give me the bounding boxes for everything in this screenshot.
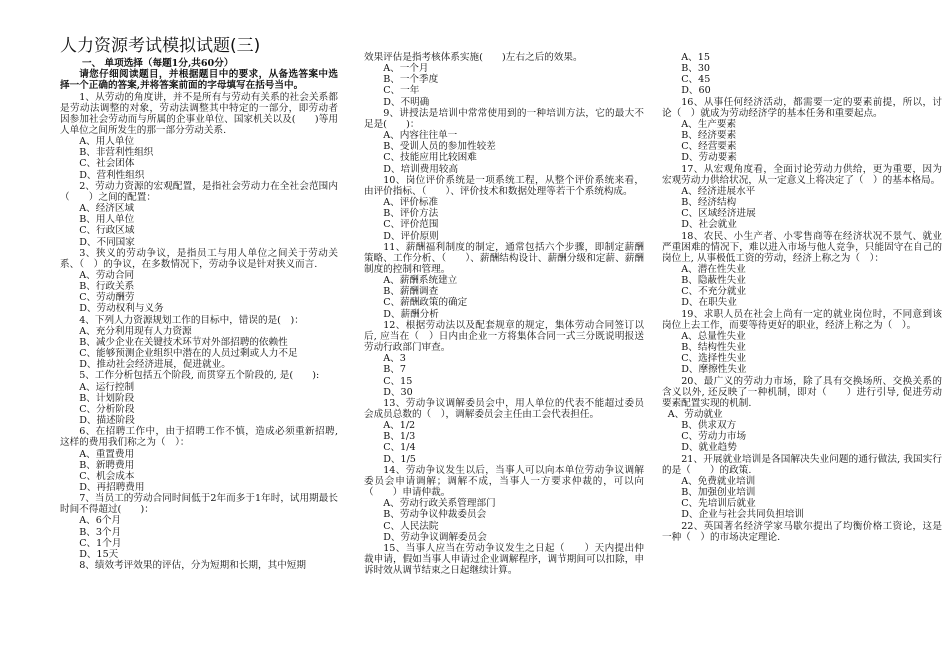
answer-option: C、分析阶段 (79, 403, 135, 415)
question-text: 10、岗位评价系统是一项系统工程，从整个评价系统来看，由评价指标、（ ）、评价技术和数据处理等若干个系统构成。 (364, 174, 644, 197)
answer-option: C、先培训后就业 (681, 498, 756, 510)
column-left-body (60, 92, 338, 572)
answer-option: B、非营利性组织 (79, 147, 154, 159)
answer-option: C、45 (681, 74, 711, 86)
question-text-continued: 效果评估是指考核体系实施( )左右之后的效果。 (364, 52, 583, 63)
question-text: 9、讲授法是培训中常常使用到的一种培训方法，它的最大不足是( )： (364, 107, 644, 130)
answer-option: B、减少企业在关键技术环节对外部招聘的依赖性 (79, 336, 288, 348)
answer-option: C、机会成本 (79, 470, 135, 482)
answer-option: C、薪酬政策的确定 (383, 297, 468, 309)
answer-option: A、内容往往单一 (383, 130, 458, 142)
answer-option: D、60 (681, 85, 711, 97)
answer-option: C、社会团体 (79, 158, 135, 170)
answer-option: B、7 (383, 364, 406, 376)
answer-option: B、一个季度 (383, 74, 439, 86)
answer-option: A、运行控制 (79, 381, 135, 393)
answer-option: A、1/2 (383, 420, 416, 432)
column-middle-body (364, 52, 644, 576)
column-middle (364, 52, 644, 576)
answer-option: B、供求双方 (681, 420, 737, 432)
answer-option: C、能够预测企业组织中潜在的人员过剩或人力不足 (79, 348, 298, 360)
answer-option: C、一年 (383, 85, 420, 97)
answer-option: A、充分利用现有人力资源 (79, 325, 192, 337)
answer-option: C、1个月 (79, 537, 122, 549)
answer-option: A、经济进展水平 (681, 185, 756, 197)
answer-option: D、不明确 (383, 96, 430, 108)
question-text: 2、劳动力资源的宏观配置，是指社会劳动力在全社会范围内（ ）之间的配置： (60, 180, 338, 203)
instructions: 请您仔细阅读题目，并根据题目中的要求，从备选答案中选择一个正确的答案,并将答案前面的字母填写在括号当中。 (60, 69, 338, 92)
answer-option: C、选择性失业 (681, 353, 747, 365)
answer-option: A、薪酬系统建立 (383, 275, 458, 287)
answer-option: B、受训人员的参加性较差 (383, 141, 496, 153)
question-text: 4、下列人力资源规划工作的目标中，错误的是( )： (79, 314, 304, 326)
answer-option: A、劳动合同 (79, 270, 135, 282)
answer-option: A、劳动就业 (667, 409, 723, 420)
answer-option: B、1/3 (383, 431, 416, 443)
answer-option: D、培训费用较高 (383, 163, 459, 175)
answer-option: C、评价范围 (383, 219, 439, 231)
answer-option: A、重置费用 (79, 448, 135, 460)
question-text: 1、从劳动的角度讲，并不是所有与劳动有关系的社会关系都是劳动法调整的对象，劳动法调整其中特定的一部分，即劳动者因参加社会劳动而与所属的企事业单位、国家机关以及( )等用人单位之间所发生的那一部分劳动关系. (60, 91, 338, 136)
answer-option: D、再招聘费用 (79, 481, 145, 493)
section-header-block (60, 58, 338, 92)
answer-option: A、潜在性失业 (681, 263, 746, 275)
answer-option: A、生产要素 (681, 118, 737, 130)
answer-option: A、经济区域 (79, 203, 135, 215)
answer-option: A、一个月 (383, 63, 429, 75)
answer-option: C、行政区域 (79, 225, 135, 237)
answer-option: D、1/5 (383, 453, 416, 465)
answer-option: C、1/4 (383, 442, 416, 454)
answer-option: B、3个月 (79, 526, 122, 538)
question-text: 7、当员工的劳动合同时间低于2年而多于1年时，试用期最长时间不得超过( )： (60, 493, 338, 516)
answer-option: D、15天 (79, 548, 119, 560)
column-right (662, 52, 942, 543)
answer-option: C、劳动力市场 (681, 431, 747, 443)
answer-option: A、3 (383, 353, 406, 365)
answer-option: B、评价方法 (383, 208, 439, 220)
answer-option: C、不充分就业 (681, 286, 747, 298)
question-text: 14、劳动争议发生以后，当事人可以向本单位劳动争议调解委员会申请调解；调解不成，当事人一方要求仲裁的，可以向（ ）申请仲裁。 (364, 464, 644, 499)
answer-option: A、6个月 (79, 515, 122, 527)
question-text: 11、薪酬福利制度的制定，通常包括六个步骤，即制定薪酬策略、工作分析、（ ）、薪酬结构设计、薪酬分级和定薪、薪酬制度的控制和管理。 (364, 241, 644, 275)
answer-option: A、免费就业培训 (681, 475, 756, 487)
answer-option: D、摩擦性失业 (681, 364, 747, 376)
question-text: 20、最广义的劳动力市场，除了具有交换场所、交换关系的含义以外, 还反映了一种机制，即对（ ）进行引导, 促进劳动要素配置实现的机制. (662, 375, 942, 409)
answer-option: D、劳动权利与义务 (79, 303, 164, 315)
answer-option: A、总量性失业 (681, 330, 746, 342)
answer-option: D、企业与社会共同负担培训 (681, 509, 805, 521)
question-text: 17、从宏观角度看，全面讨论劳动力供给，更为重要，因为宏观劳动力供给状况，从一定意义上将决定了（ ）的基本格局。 (662, 163, 942, 186)
question-text: 12、根据劳动法以及配套规章的规定，集体劳动合同签订以后, 应当在（ ）日内由企业一方将集体合同一式三分既说明报送劳动行政部门审查。 (364, 319, 644, 354)
page-title: 人力资源考试模拟试题(三) (60, 36, 261, 56)
question-text: 21、开展就业培训是各国解决失业问题的通行做法, 我国实行的是（ ）的政策. (662, 453, 942, 476)
answer-option: C、技能应用比较困难 (383, 152, 477, 164)
answer-option: C、区域经济进展 (681, 208, 756, 220)
answer-option: D、评价原则 (383, 230, 439, 242)
answer-option: B、经济要素 (681, 130, 737, 142)
answer-option: A、评价标准 (383, 197, 439, 209)
question-text: 3、狭义的劳动争议，是指员工与用人单位之间关于劳动关系、（ ）的争议，在多数情况下，劳动争议是针对狭义而言. (60, 247, 338, 270)
answer-option: D、在职失业 (681, 297, 737, 309)
answer-option: B、新聘费用 (79, 459, 135, 471)
question-text: 5、工作分析包括五个阶段, 而贯穿五个阶段的, 是( ): (79, 370, 320, 382)
answer-option: B、计划阶段 (79, 392, 135, 404)
answer-option: B、劳动争议仲裁委员会 (383, 509, 487, 521)
answer-option: D、劳动争议调解委员会 (383, 531, 487, 543)
answer-option: D、劳动要素 (681, 152, 737, 164)
question-text: 15、当事人应当在劳动争议发生之日起（ ）天内提出仲裁申请，假如当事人申请过企业调解程序，调节期间可以扣除，申诉时效从调节结束之日起继续计算。 (364, 542, 644, 577)
answer-option: B、结构性失业 (681, 342, 746, 354)
question-text: 22、英国著名经济学家马歇尔提出了均衡价格工资论，这是一种（ ）的市场决定理论. (662, 520, 942, 543)
question-text: 19、求职人员在社会上尚有一定的就业岗位时，不同意到该岗位上去工作，而要等待更好的职业，经济上称之为（ ）。 (662, 308, 942, 331)
answer-option: D、营利性组织 (79, 169, 145, 181)
answer-option: A、15 (681, 52, 710, 63)
answer-option: B、用人单位 (79, 214, 135, 226)
answer-option: D、30 (383, 386, 413, 398)
answer-option: B、薪酬调查 (383, 286, 439, 298)
answer-option: B、经济结构 (681, 197, 737, 209)
section-header: 一、 单项选择（每题1分,共60分） (82, 58, 234, 69)
answer-option: D、推动社会经济进展，促进就业。 (79, 359, 231, 371)
answer-option: D、薪酬分析 (383, 308, 439, 320)
answer-option: C、劳动酬劳 (79, 292, 135, 304)
answer-option: C、经营要素 (681, 141, 737, 153)
question-text: 18、农民、小生产者、小零售商等在经济状况不景气、就业严重困难的情况下，难以进入市场与他人竞争，只能固守在自己的岗位上, 从事极低工资的劳动，经济上称之为（ ）： (662, 230, 942, 264)
question-text: 8、绩效考评效果的评估，分为短期和长期，其中短期 (79, 560, 306, 572)
answer-option: B、加强创业培训 (681, 487, 756, 499)
column-left (60, 36, 338, 571)
question-text: 16、从事任何经济活动，都需要一定的要素前提，所以，讨论（ ）就成为劳动经济学的基本任务和重要起点。 (662, 96, 942, 119)
answer-option: C、15 (383, 375, 413, 387)
answer-option: B、30 (681, 63, 711, 75)
answer-option: B、行政关系 (79, 281, 135, 293)
answer-option: A、用人单位 (79, 136, 135, 148)
question-text: 13、劳动争议调解委员会中，用人单位的代表不能超过委员会成员总数的（ ），调解委员会主任由工会代表担任。 (364, 397, 644, 420)
answer-option: D、描述阶段 (79, 415, 135, 427)
answer-option: D、社会就业 (681, 219, 737, 231)
answer-option: A、劳动行政关系管理部门 (383, 498, 496, 510)
answer-option: C、人民法院 (383, 520, 439, 532)
column-right-body (662, 52, 942, 543)
answer-option: B、隐蔽性失业 (681, 275, 746, 287)
question-text: 6、在招聘工作中，由于招聘工作不慎，造成必须重新招聘, 这样的费用我们称之为（ ）： (60, 426, 338, 449)
answer-option: D、不同国家 (79, 236, 135, 248)
answer-option: D、就业趋势 (681, 442, 737, 454)
